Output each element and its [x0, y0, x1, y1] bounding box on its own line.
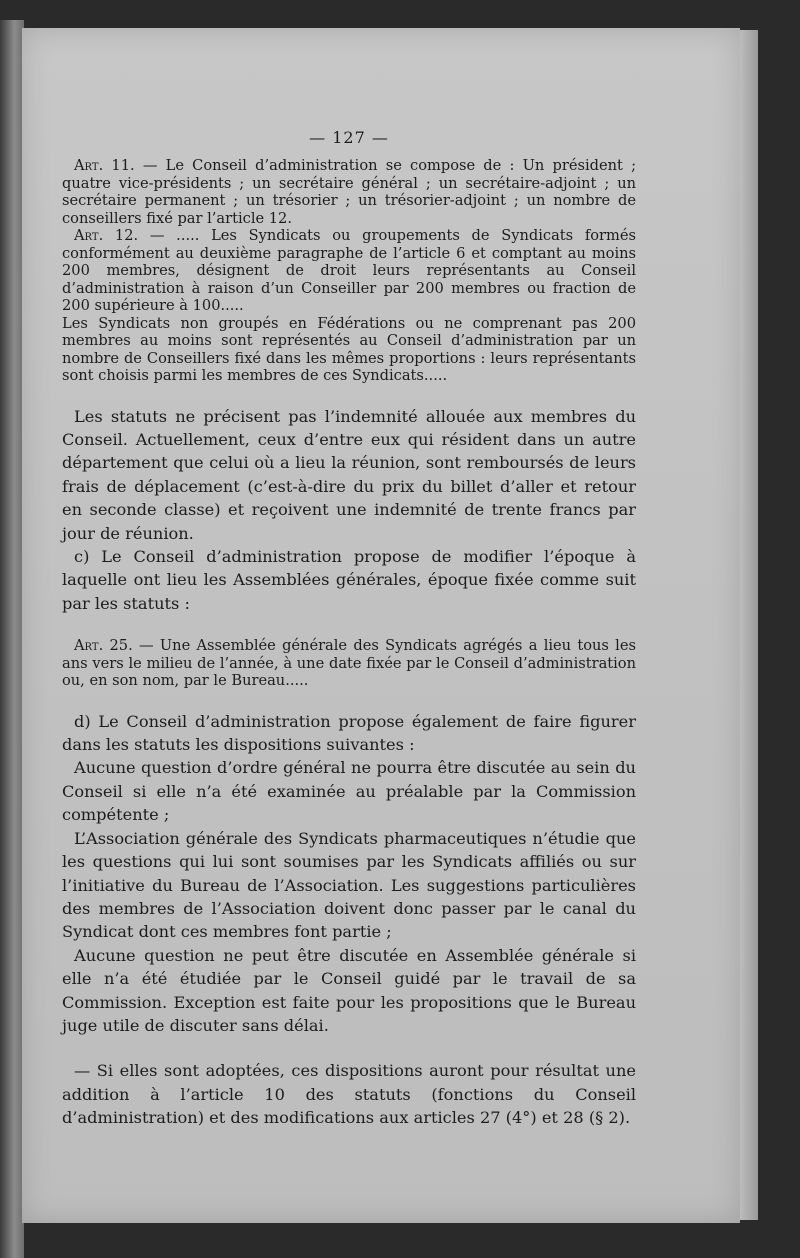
article-11-text: — Le Conseil d’administration se compose de : Un président ; quatre vice-présidents ; un secrétaire général ; un secrétaire-adjoint ; un secrétaire permanent ; un trésorier ; un trésorier-adjoint ; un nombre de conseillers fixé par l’article 12.: [62, 157, 636, 227]
article-12-text: — ..... Les Syndicats ou groupements de Syndicats formés conformément au deuxième paragraphe de l’article 6 et comptant au moins 200 membres, désignent de droit leurs représentants au Conseil d’administration à raison d’un Conseiller par 200 membres ou fraction de 200 supérieure à 100.....: [62, 227, 636, 314]
paragraph-disposition-3: Aucune question ne peut être discutée en Assemblée générale si elle n’a été étudiée par le Conseil guidé par le travail de sa Commission. Exception est faite pour les propositions que le Bureau juge utile de discuter sans délai.: [62, 945, 636, 1035]
paragraph-c: c) Le Conseil d’administration propose de modifier l’époque à laquelle ont lieu les Assemblées générales, époque fixée comme suit par les statuts :: [62, 546, 636, 613]
article-25-label: Art. 25.: [74, 637, 133, 655]
paragraph-conclusion: — Si elles sont adoptées, ces dispositions auront pour résultat une addition à l’article 10 des statuts (fonctions du Conseil d’administration) et des modifications aux articles 27 (4°) et 28 (§ 2).: [62, 1061, 636, 1128]
article-25-text: — Une Assemblée générale des Syndicats agrégés a lieu tous les ans vers le milieu de l’année, à une date fixée par le Conseil d’administration ou, en son nom, par le Bureau.....: [62, 637, 636, 690]
document-page: [22, 28, 740, 1223]
article-12: [62, 227, 636, 315]
page-text: [62, 128, 636, 1130]
commentary-3: [62, 1059, 636, 1129]
article-12-label: Art. 12.: [74, 227, 139, 244]
article-12-continuation: Les Syndicats non groupés en Fédérations ou ne comprenant pas 200 membres au moins sont représentés au Conseil d’administration par un nombre de Conseillers fixé dans les mêmes proportions : leurs représentants sont choisis parmi les membres de ces Syndicats.....: [62, 314, 636, 384]
statute-excerpt-1: [62, 157, 636, 385]
paragraph-disposition-2: L’Association générale des Syndicats pharmaceutiques n’étudie que les questions qui lui sont soumises par les Syndicats affiliés ou sur l’initiative du Bureau de l’Association. Les suggestions particulières des membres de l’Association doivent donc passer par le canal du Syndicat dont ces membres font partie ;: [62, 828, 636, 942]
paragraph-indemnity: Les statuts ne précisent pas l’indemnité allouée aux membres du Conseil. Actuellement, ceux d’entre eux qui résident dans un autre département que celui où a lieu la réunion, sont remboursés de leurs frais de déplacement (c’est-à-dire du prix du billet d’aller et retour en seconde classe) et reçoivent une indemnité de trente francs par jour de réunion.: [62, 406, 636, 543]
commentary-1: [62, 405, 636, 616]
article-11-label: Art. 11.: [74, 157, 135, 174]
paragraph-disposition-1: Aucune question d’ordre général ne pourra être discutée au sein du Conseil si elle n’a été examinée au préalable par la Commission compétente ;: [62, 758, 636, 825]
paragraph-d: d) Le Conseil d’administration propose également de faire figurer dans les statuts les dispositions suivantes :: [62, 711, 636, 755]
book-binding-edge: [0, 20, 24, 1258]
article-25: [62, 637, 636, 690]
commentary-2: [62, 710, 636, 1038]
article-11: [62, 157, 636, 227]
page-number: — 127 —: [309, 128, 389, 147]
statute-excerpt-2: [62, 637, 636, 690]
